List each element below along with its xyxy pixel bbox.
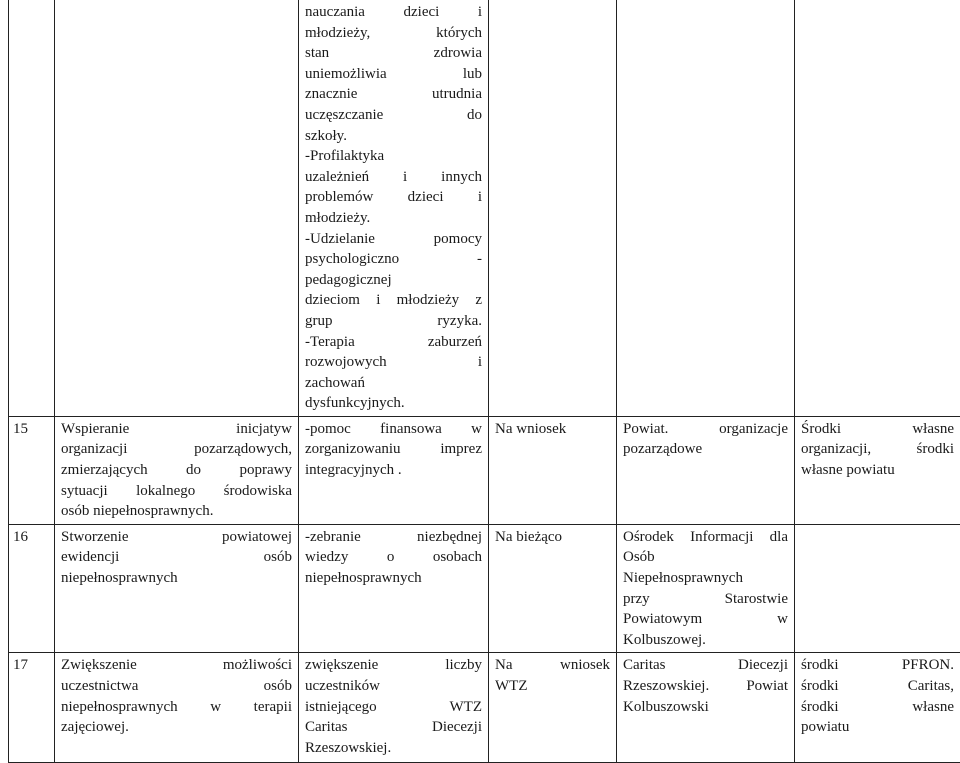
cell-text-line: uzależnień i innych (305, 167, 482, 188)
funding-cell (795, 0, 960, 416)
cell-text-line: Kolbuszowski (623, 697, 788, 718)
cell-text-line: niepełnosprawnych (305, 568, 482, 589)
cell-text-line: integracyjnych . (305, 460, 482, 481)
cell-text-line: grup ryzyka. (305, 311, 482, 332)
cell-text-line: organizacji, środki (801, 439, 954, 460)
term-cell (489, 653, 617, 763)
action-cell (299, 0, 489, 416)
cell-text-line: pozarządowe (623, 439, 788, 460)
executor-cell (617, 524, 795, 653)
cell-text-line: uczęszczanie do (305, 105, 482, 126)
program-table (8, 0, 960, 763)
cell-text-line: osób niepełnosprawnych. (61, 501, 292, 522)
cell-text-line: WTZ (495, 676, 610, 697)
row-number-cell: 15 (9, 416, 55, 524)
cell-text-line: psychologiczno - (305, 249, 482, 270)
cell-text-line: Na wniosek (495, 419, 610, 440)
cell-text-line: -Terapia zaburzeń (305, 332, 482, 353)
cell-text-line: młodzieży. (305, 208, 482, 229)
cell-text-line: Caritas Diecezji (623, 655, 788, 676)
executor-cell (617, 653, 795, 763)
task-cell (55, 0, 299, 416)
cell-text-line: Powiatowym w (623, 609, 788, 630)
cell-text-line: własne powiatu (801, 460, 954, 481)
cell-text-line: -Profilaktyka (305, 146, 482, 167)
cell-text-line: Kolbuszowej. (623, 630, 788, 651)
cell-text-line: uczestnictwa osób (61, 676, 292, 697)
executor-cell (617, 0, 795, 416)
cell-text-line: zmierzających do poprawy (61, 460, 292, 481)
cell-text-line: niepełnosprawnych (61, 568, 292, 589)
cell-text-line: Rzeszowskiej. (305, 738, 482, 759)
action-cell (299, 416, 489, 524)
cell-text-line: stan zdrowia (305, 43, 482, 64)
term-cell (489, 524, 617, 653)
task-cell (55, 416, 299, 524)
task-cell (55, 524, 299, 653)
table-row (9, 524, 960, 653)
funding-cell (795, 524, 960, 653)
row-number-cell (9, 0, 55, 416)
cell-text-line: znacznie utrudnia (305, 84, 482, 105)
cell-text-line: Niepełnosprawnych (623, 568, 788, 589)
cell-text-line: powiatu (801, 717, 954, 738)
cell-text-line: Środki własne (801, 419, 954, 440)
continuation-row (9, 0, 960, 416)
cell-text-line: zachowań (305, 373, 482, 394)
cell-text-line: nauczania dzieci i (305, 2, 482, 23)
funding-cell (795, 653, 960, 763)
cell-text-line: Wspieranie inicjatyw (61, 419, 292, 440)
cell-text-line: uniemożliwia lub (305, 64, 482, 85)
cell-text-line: młodzieży, których (305, 23, 482, 44)
cell-text-line: środki własne (801, 697, 954, 718)
cell-text-line: Rzeszowskiej. Powiat (623, 676, 788, 697)
cell-text-line: zorganizowaniu imprez (305, 439, 482, 460)
cell-text-line: istniejącego WTZ (305, 697, 482, 718)
cell-text-line: środki Caritas, (801, 676, 954, 697)
cell-text-line: Osób (623, 547, 788, 568)
cell-text-line: -zebranie niezbędnej (305, 527, 482, 548)
term-cell (489, 416, 617, 524)
cell-text-line: szkoły. (305, 126, 482, 147)
cell-text-line: organizacji pozarządowych, (61, 439, 292, 460)
task-cell (55, 653, 299, 763)
table-row (9, 416, 960, 524)
cell-text-line: dzieciom i młodzieży z (305, 290, 482, 311)
cell-text-line: -Udzielanie pomocy (305, 229, 482, 250)
cell-text-line: zwiększenie liczby (305, 655, 482, 676)
cell-text-line: Zwiększenie możliwości (61, 655, 292, 676)
row-number-cell: 17 (9, 653, 55, 763)
cell-text-line: zajęciowej. (61, 717, 292, 738)
cell-text-line: ewidencji osób (61, 547, 292, 568)
action-cell (299, 524, 489, 653)
cell-text-line: Powiat. organizacje (623, 419, 788, 440)
cell-text-line: Ośrodek Informacji dla (623, 527, 788, 548)
cell-text-line: pedagogicznej (305, 270, 482, 291)
table-row (9, 653, 960, 763)
cell-text-line: wiedzy o osobach (305, 547, 482, 568)
cell-text-line: uczestników (305, 676, 482, 697)
cell-text-line: Caritas Diecezji (305, 717, 482, 738)
cell-text-line: Stworzenie powiatowej (61, 527, 292, 548)
funding-cell (795, 416, 960, 524)
cell-text-line: sytuacji lokalnego środowiska (61, 481, 292, 502)
cell-text-line: środki PFRON. (801, 655, 954, 676)
executor-cell (617, 416, 795, 524)
cell-text-line: Na bieżąco (495, 527, 610, 548)
cell-text-line: rozwojowych i (305, 352, 482, 373)
cell-text-line: -pomoc finansowa w (305, 419, 482, 440)
row-number-cell: 16 (9, 524, 55, 653)
term-cell (489, 0, 617, 416)
cell-text-line: przy Starostwie (623, 589, 788, 610)
cell-text-line: dysfunkcyjnych. (305, 393, 482, 414)
cell-text-line: niepełnosprawnych w terapii (61, 697, 292, 718)
cell-text-line: Na wniosek (495, 655, 610, 676)
cell-text-line: problemów dzieci i (305, 187, 482, 208)
action-cell (299, 653, 489, 763)
